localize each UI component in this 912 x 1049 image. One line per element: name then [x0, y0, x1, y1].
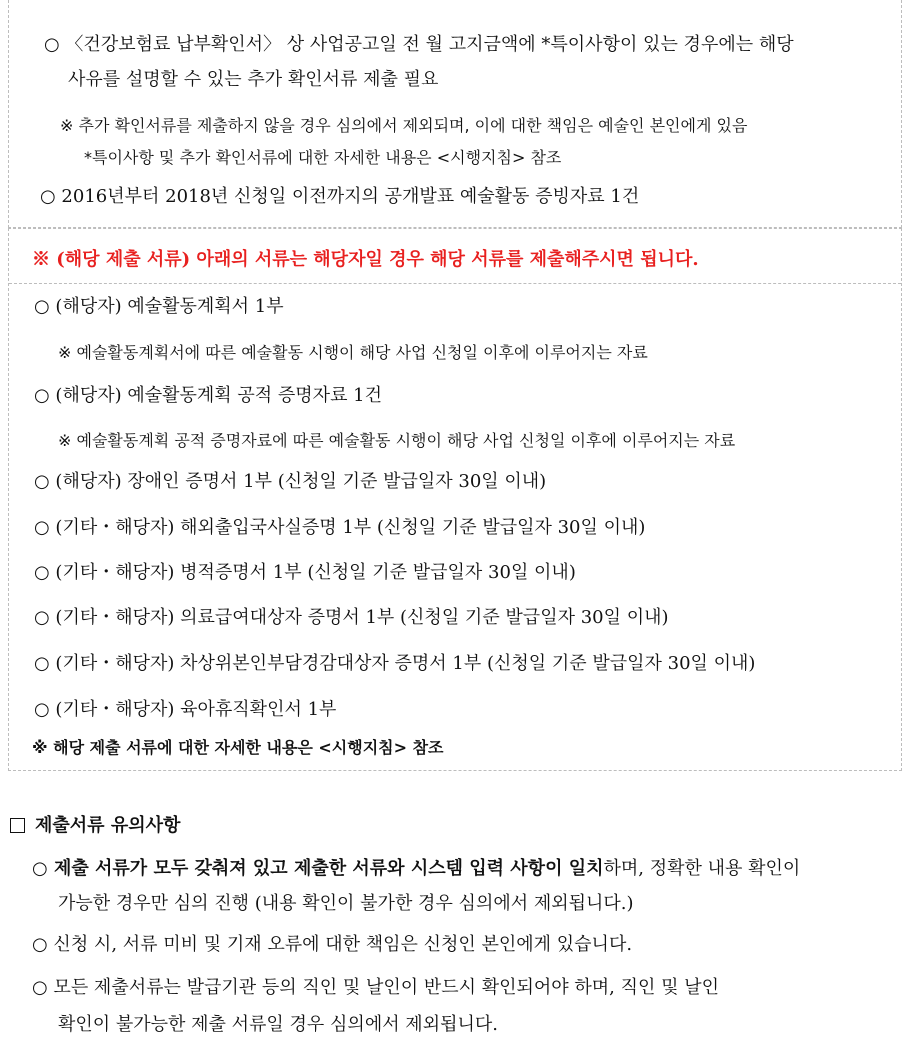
- list-item-continuation: 가능한 경우만 심의 진행 (내용 확인이 불가한 경우 심의에서 제외됩니다.): [58, 893, 634, 914]
- note-item: ※ 예술활동계획 공적 증명자료에 따른 예술활동 시행이 해당 사업 신청일 이후에 이루어지는 자료: [58, 431, 736, 450]
- list-item: ○ (해당자) 예술활동계획서 1부: [34, 296, 284, 317]
- list-item: ○ 〈건강보험료 납부확인서〉 상 사업공고일 전 월 고지금액에 *특이사항이 있는 경우에는 해당: [44, 34, 794, 55]
- section-title: [10, 814, 180, 838]
- note-item: ※ 추가 확인서류를 제출하지 않을 경우 심의에서 제외되며, 이에 대한 책임은 예술인 본인에게 있음: [60, 116, 748, 135]
- emphasis-text: ○ 제출 서류가 모두 갖춰져 있고 제출한 서류와 시스템 입력 사항이 일치: [32, 858, 604, 879]
- list-item: [32, 857, 800, 881]
- note-item: ※ 예술활동계획서에 따른 예술활동 시행이 해당 사업 신청일 이후에 이루어지는 자료: [58, 343, 648, 362]
- conditional-header: ※ (해당 제출 서류) 아래의 서류는 해당자일 경우 해당 서류를 제출해주시면 됩니다.: [32, 249, 699, 270]
- list-item-continuation: 사유를 설명할 수 있는 추가 확인서류 제출 필요: [68, 69, 439, 90]
- list-item: ○ (기타・해당자) 병적증명서 1부 (신청일 기준 발급일자 30일 이내): [34, 562, 576, 583]
- list-item: ○ (기타・해당자) 육아휴직확인서 1부: [34, 699, 337, 720]
- list-item: ○ (기타・해당자) 해외출입국사실증명 1부 (신청일 기준 발급일자 30일 이내): [34, 517, 646, 538]
- list-item: ○ 신청 시, 서류 미비 및 기재 오류에 대한 책임은 신청인 본인에게 있습니다.: [32, 934, 633, 955]
- section-title-text: 제출서류 유의사항: [35, 815, 181, 836]
- list-item: ○ (기타・해당자) 의료급여대상자 증명서 1부 (신청일 기준 발급일자 30일 이내): [34, 607, 669, 628]
- list-item-continuation: 확인이 불가능한 제출 서류일 경우 심의에서 제외됩니다.: [58, 1014, 498, 1035]
- list-item: ○ (해당자) 장애인 증명서 1부 (신청일 기준 발급일자 30일 이내): [34, 471, 547, 492]
- list-item: ○ (해당자) 예술활동계획 공적 증명자료 1건: [34, 385, 383, 406]
- section-divider: [9, 283, 901, 284]
- list-item: ○ (기타・해당자) 차상위본인부담경감대상자 증명서 1부 (신청일 기준 발급일자 30일 이내): [34, 653, 756, 674]
- note-item-continuation: *특이사항 및 추가 확인서류에 대한 자세한 내용은 <시행지침> 참조: [84, 148, 562, 167]
- list-item-text: 하며, 정확한 내용 확인이: [603, 858, 801, 879]
- conditional-footer: ※ 해당 제출 서류에 대한 자세한 내용은 <시행지침> 참조: [32, 738, 444, 757]
- list-item: ○ 2016년부터 2018년 신청일 이전까지의 공개발표 예술활동 증빙자료 1건: [40, 186, 640, 207]
- square-bullet-icon: [10, 818, 25, 833]
- list-item: ○ 모든 제출서류는 발급기관 등의 직인 및 날인이 반드시 확인되어야 하며, 직인 및 날인: [32, 977, 719, 998]
